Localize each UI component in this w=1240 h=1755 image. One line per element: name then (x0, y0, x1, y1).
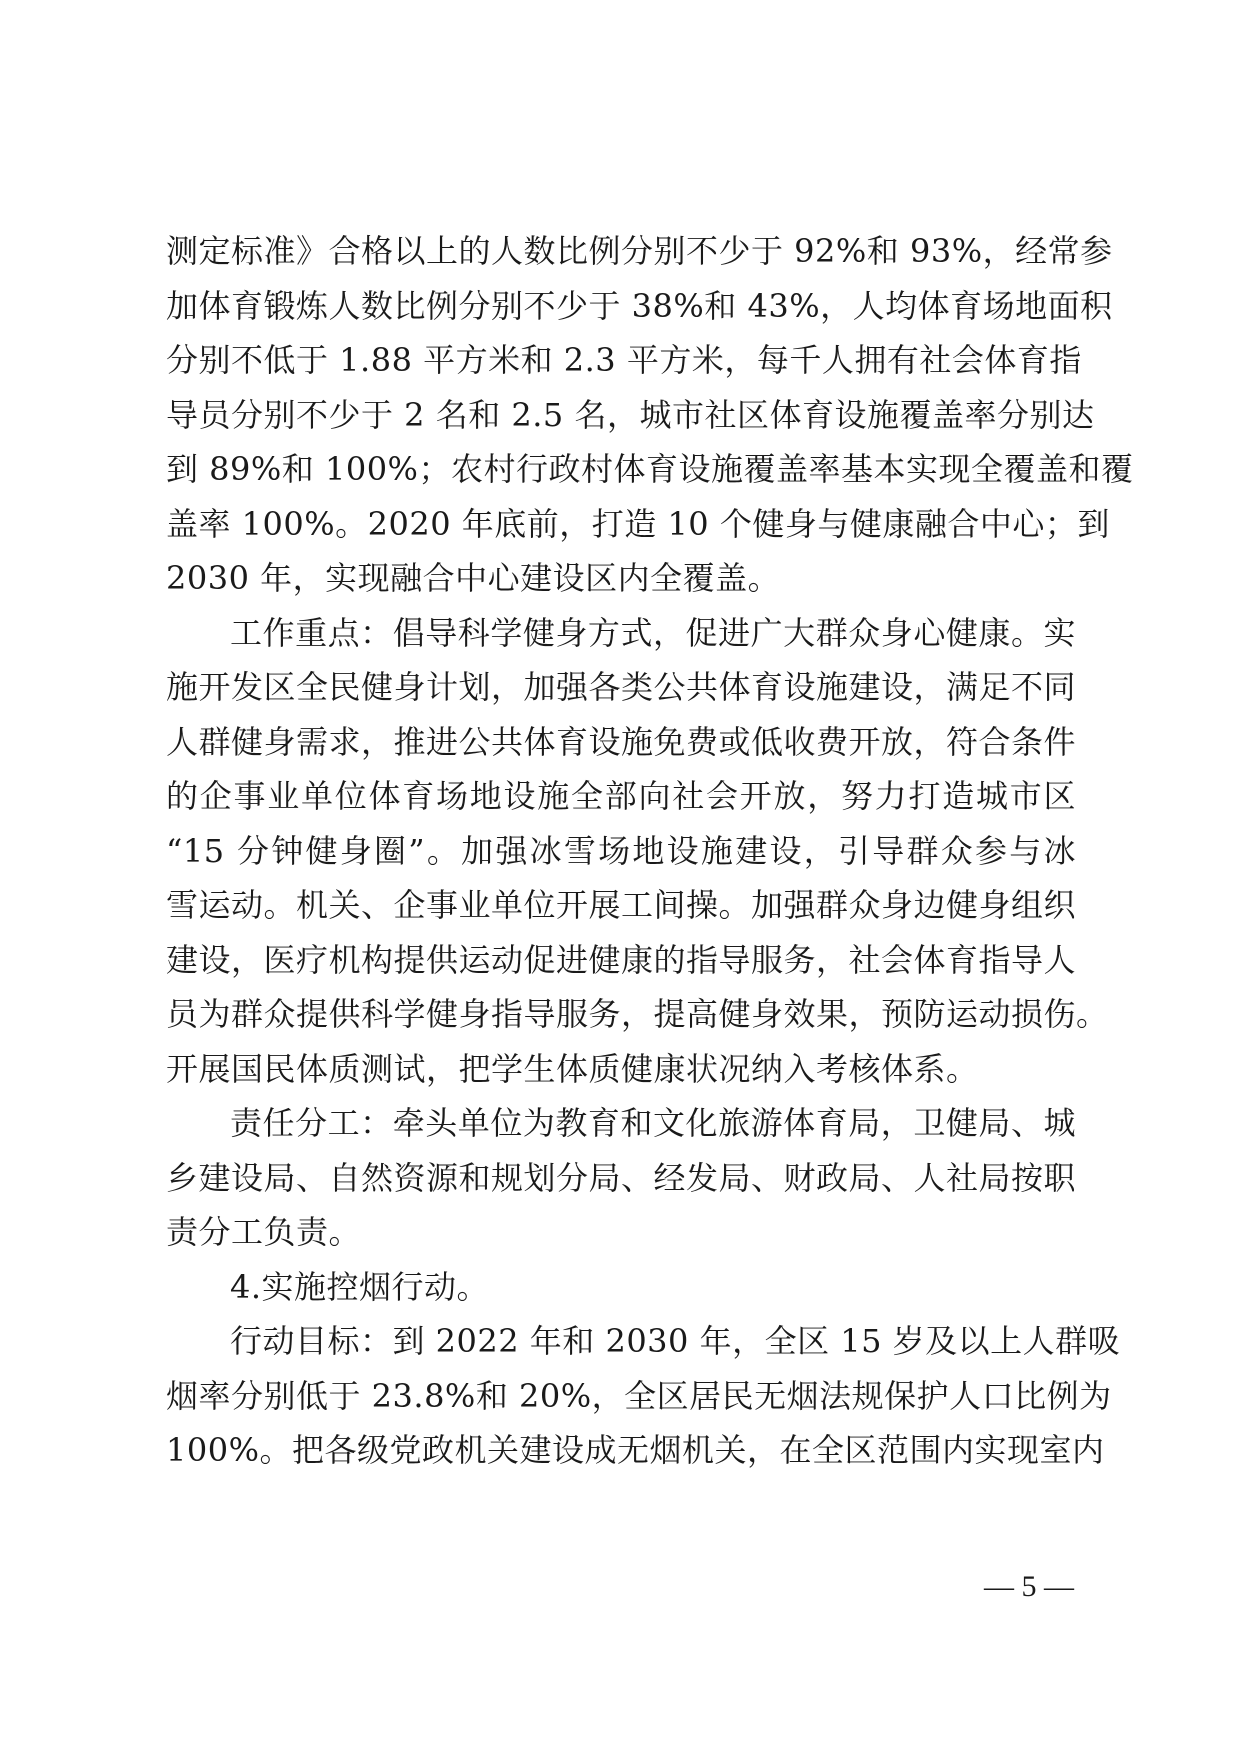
document-body (166, 224, 1134, 1478)
text-line: 开展国民体质测试，把学生体质健康状况纳入考核体系。 (166, 1049, 979, 1088)
text-line: 责分工负责。 (166, 1213, 362, 1251)
text-line: 100%。把各级党政机关建设成无烟机关，在全区范围内实现室内 (166, 1431, 1105, 1469)
text-line: 烟率分别低于 23.8%和 20%，全区居民无烟法规保护人口比例为 (166, 1376, 1112, 1415)
text-line: 雪运动。机关、企事业单位开展工间操。加强群众身边健身组织 (166, 886, 1077, 924)
text-line: 责任分工：牵头单位为教育和文化旅游体育局，卫健局、城 (230, 1104, 1076, 1142)
text-line: 行动目标：到 2022 年和 2030 年，全区 15 岁及以上人群吸 (230, 1322, 1121, 1360)
text-line: 2030 年，实现融合中心建设区内全覆盖。 (166, 559, 781, 597)
text-line: 的企事业单位体育场地设施全部向社会开放，努力打造城市区 (166, 777, 1076, 815)
section-heading: 4.实施控烟行动。 (230, 1267, 490, 1306)
page-number: — 5 — (984, 1570, 1074, 1603)
text-line: 乡建设局、自然资源和规划分局、经发局、财政局、人社局按职 (166, 1158, 1077, 1197)
text-line: 导员分别不少于 2 名和 2.5 名，城市社区体育设施覆盖率分别达 (166, 395, 1095, 434)
text-line: 分别不低于 1.88 平方米和 2.3 平方米，每千人拥有社会体育指 (166, 341, 1082, 379)
text-line: 测定标准》合格以上的人数比例分别不少于 92%和 93%，经常参 (166, 232, 1113, 270)
text-line: 员为群众提供科学健身指导服务，提高健身效果，预防运动损伤。 (166, 995, 1109, 1033)
text-line: 人群健身需求，推进公共体育设施免费或低收费开放，符合条件 (166, 722, 1077, 761)
text-line: “15 分钟健身圈”。加强冰雪场地设施建设，引导群众参与冰 (166, 831, 1076, 870)
text-line: 加体育锻炼人数比例分别不少于 38%和 43%，人均体育场地面积 (166, 286, 1113, 325)
text-line: 工作重点：倡导科学健身方式，促进广大群众身心健康。实 (230, 613, 1076, 652)
text-line: 建设，医疗机构提供运动促进健康的指导服务，社会体育指导人 (166, 940, 1077, 979)
text-line: 施开发区全民健身计划，加强各类公共体育设施建设，满足不同 (166, 668, 1077, 706)
text-line: 盖率 100%。2020 年底前，打造 10 个健身与健康融合中心；到 (166, 504, 1110, 543)
text-line: 到 89%和 100%；农村行政村体育设施覆盖率基本实现全覆盖和覆 (166, 450, 1134, 488)
